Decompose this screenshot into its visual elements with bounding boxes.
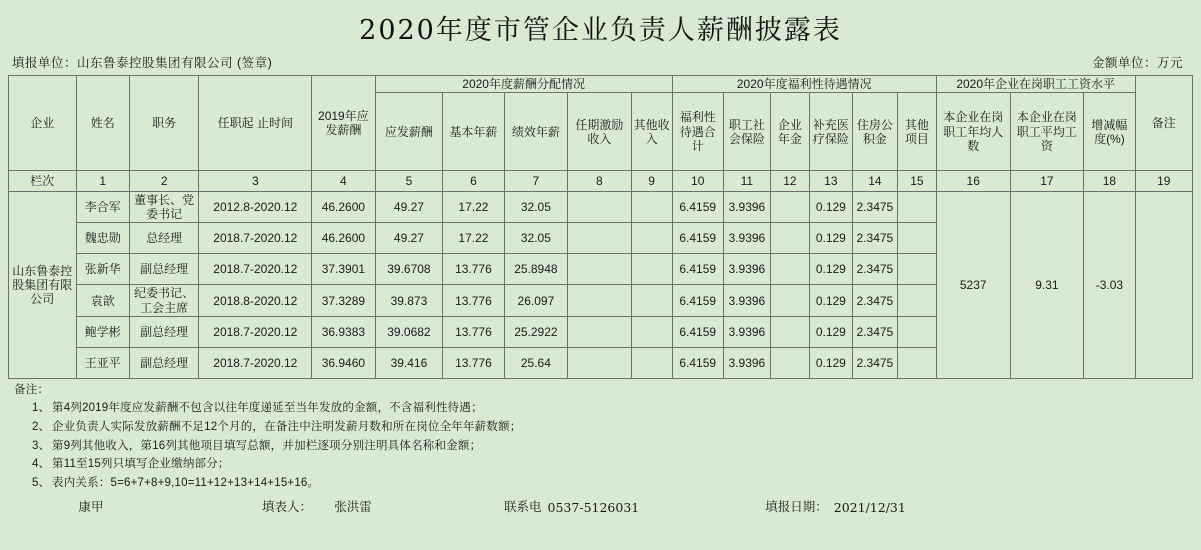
rowno-16: 16: [936, 171, 1010, 192]
cell-name: 魏忠勋: [76, 223, 129, 254]
cell-term-incentive: [568, 254, 631, 285]
cell-perf: 25.64: [504, 347, 567, 378]
note-item: [14, 455, 1193, 474]
cell-other-income: [631, 192, 672, 223]
cell-social-insurance: 3.9396: [723, 254, 770, 285]
cell-housing-fund: 2.3475: [852, 285, 897, 316]
cell-other-item: [897, 347, 936, 378]
cell-period: 2012.8-2020.12: [199, 192, 312, 223]
rowno-6: 6: [443, 171, 504, 192]
cell-other-item: [897, 254, 936, 285]
cell-payable: 49.27: [375, 192, 443, 223]
cell-base: 17.22: [443, 192, 504, 223]
note-text: 企业负责人实际发放薪酬不足12个月的，在备注中注明发薪月数和所在岗位全年年薪数额；: [52, 421, 522, 434]
cell-annuity: [770, 223, 809, 254]
filler-unit-value: 山东鲁泰控股集团有限公司 (签章): [77, 56, 273, 70]
contact-value: 0537-5126031: [547, 499, 640, 515]
note-index: 2、: [32, 421, 50, 434]
group-header-row: [9, 76, 1193, 93]
cell-period: 2018.7-2020.12: [199, 223, 312, 254]
rowno-8: 8: [568, 171, 631, 192]
cell-perf: 25.8948: [504, 254, 567, 285]
cell-pay2019: 36.9460: [312, 347, 375, 378]
note-index: 1、: [32, 402, 50, 415]
cell-other-item: [897, 192, 936, 223]
rowno-18: 18: [1084, 171, 1135, 192]
col-header-social-insurance: 职工社会保险: [723, 93, 770, 171]
cell-welfare-total: 6.4159: [672, 223, 723, 254]
rowno-label: 栏次: [9, 171, 77, 192]
cell-annuity: [770, 285, 809, 316]
page-title: 2020年度市管企业负责人薪酬披露表: [359, 15, 842, 46]
rowno-4: 4: [312, 171, 375, 192]
rowno-14: 14: [852, 171, 897, 192]
salary-disclosure-table: [8, 75, 1193, 379]
cell-perf: 25.2922: [504, 316, 567, 347]
cell-base: 13.776: [443, 254, 504, 285]
amount-unit: [1092, 53, 1189, 71]
cell-perf: 26.097: [504, 285, 567, 316]
col-header-annuity: 企业年金: [770, 93, 809, 171]
cell-period: 2018.7-2020.12: [199, 347, 312, 378]
cell-name: 王亚平: [76, 347, 129, 378]
cell-pay2019: 37.3901: [312, 254, 375, 285]
cell-name: 李合军: [76, 192, 129, 223]
cell-annuity: [770, 316, 809, 347]
cell-post: 纪委书记、工会主席: [129, 285, 199, 316]
cell-remark: [1135, 192, 1192, 379]
note-text: 第11至15列只填写企业缴纳部分；: [52, 458, 230, 471]
col-header-other-income: 其他收入: [631, 93, 672, 171]
cell-other-income: [631, 316, 672, 347]
cell-welfare-total: 6.4159: [672, 192, 723, 223]
cell-welfare-total: 6.4159: [672, 254, 723, 285]
cell-housing-fund: 2.3475: [852, 223, 897, 254]
group-header-welfare: 2020年度福利性待遇情况: [672, 76, 936, 93]
cell-name: 张新华: [76, 254, 129, 285]
col-header-remark: 备注: [1135, 76, 1192, 171]
cell-welfare-total: 6.4159: [672, 347, 723, 378]
cell-post: 副总经理: [129, 316, 199, 347]
col-header-avg-headcount: 本企业在岗职工年均人数: [936, 93, 1010, 171]
cell-pay2019: 37.3289: [312, 285, 375, 316]
rowno-12: 12: [770, 171, 809, 192]
cell-perf: 32.05: [504, 192, 567, 223]
cell-base: 13.776: [443, 316, 504, 347]
cell-post: 总经理: [129, 223, 199, 254]
cell-housing-fund: 2.3475: [852, 254, 897, 285]
rowno-13: 13: [809, 171, 852, 192]
contact-label: 联系电: [504, 499, 542, 514]
rowno-7: 7: [504, 171, 567, 192]
cell-company-name: 山东鲁泰控股集团有限公司: [9, 192, 77, 379]
col-header-medical-supplement: 补充医疗保险: [809, 93, 852, 171]
footer-signature-row: [8, 493, 1193, 515]
filler-unit-label: 填报单位：: [12, 56, 78, 70]
cell-term-incentive: [568, 223, 631, 254]
cell-name: 袁歆: [76, 285, 129, 316]
rowno-9: 9: [631, 171, 672, 192]
filler-value: 张洪雷: [334, 498, 372, 514]
col-header-payable: 应发薪酬: [375, 93, 443, 171]
group-header-worker: 2020年企业在岗职工工资水平: [936, 76, 1135, 93]
cell-housing-fund: 2.3475: [852, 316, 897, 347]
contact-field: [504, 497, 645, 515]
col-header-other-item: 其他项目: [897, 93, 936, 171]
document-meta: [8, 53, 1193, 75]
cell-period: 2018.8-2020.12: [199, 285, 312, 316]
rowno-2: 2: [129, 171, 199, 192]
cell-medical-supplement: 0.129: [809, 254, 852, 285]
col-header-post: 职务: [129, 76, 199, 171]
amount-unit-value: 万元: [1156, 56, 1183, 70]
rowno-11: 11: [723, 171, 770, 192]
col-header-base: 基本年薪: [443, 93, 504, 171]
cell-perf: 32.05: [504, 223, 567, 254]
cell-term-incentive: [568, 316, 631, 347]
cell-other-item: [897, 223, 936, 254]
amount-unit-label: 金额单位：: [1091, 56, 1157, 70]
table-row: [9, 192, 1193, 223]
col-header-welfare-total: 福利性待遇合计: [672, 93, 723, 171]
cell-payable: 39.873: [375, 285, 443, 316]
cell-name: 鲍学彬: [76, 316, 129, 347]
cell-social-insurance: 3.9396: [723, 285, 770, 316]
cell-medical-supplement: 0.129: [809, 223, 852, 254]
rowno-15: 15: [897, 171, 936, 192]
col-header-company: 企业: [9, 76, 77, 171]
cell-pay2019: 46.2600: [312, 223, 375, 254]
notes-label: 备注：: [14, 383, 50, 396]
cell-medical-supplement: 0.129: [809, 347, 852, 378]
rowno-17: 17: [1010, 171, 1084, 192]
cell-payable: 39.0682: [375, 316, 443, 347]
cell-term-incentive: [568, 192, 631, 223]
col-header-term-incentive: 任期激励收入: [568, 93, 631, 171]
cell-medical-supplement: 0.129: [809, 316, 852, 347]
cell-social-insurance: 3.9396: [723, 316, 770, 347]
cell-avg-wage: 9.31: [1010, 192, 1084, 379]
cell-pay2019: 46.2600: [312, 192, 375, 223]
cell-change-rate: -3.03: [1084, 192, 1135, 379]
cell-payable: 39.6708: [375, 254, 443, 285]
note-index: 3、: [32, 439, 50, 452]
rowno-10: 10: [672, 171, 723, 192]
note-text: 第9列其他收入，第16列其他项目填写总额，并加栏逐项分别注明具体名称和金额；: [52, 439, 482, 452]
col-header-change-rate: 增减幅度(%): [1084, 93, 1135, 171]
cell-other-income: [631, 254, 672, 285]
cell-housing-fund: 2.3475: [852, 347, 897, 378]
cell-other-item: [897, 285, 936, 316]
rowno-19: 19: [1135, 171, 1192, 192]
rowno-3: 3: [199, 171, 312, 192]
cell-term-incentive: [568, 285, 631, 316]
group-header-salary: 2020年度薪酬分配情况: [375, 76, 672, 93]
note-item: [14, 399, 1193, 418]
report-date-label: 填报日期：: [765, 499, 828, 514]
cell-social-insurance: 3.9396: [723, 223, 770, 254]
note-item: [14, 474, 1193, 493]
note-index: 5、: [32, 476, 50, 489]
report-date-field: [765, 497, 912, 515]
col-header-period: 任职起 止时间: [199, 76, 312, 171]
cell-other-item: [897, 316, 936, 347]
cell-annuity: [770, 347, 809, 378]
notes-label-row: [14, 381, 1193, 400]
cell-payable: 39.416: [375, 347, 443, 378]
cell-payable: 49.27: [375, 223, 443, 254]
cell-base: 17.22: [443, 223, 504, 254]
row-number-row: [9, 171, 1193, 192]
col-header-name: 姓名: [76, 76, 129, 171]
col-header-avg-wage: 本企业在岗职工平均工资: [1010, 93, 1084, 171]
cell-housing-fund: 2.3475: [852, 192, 897, 223]
rowno-5: 5: [375, 171, 443, 192]
cell-annuity: [770, 192, 809, 223]
cell-other-income: [631, 347, 672, 378]
cell-base: 13.776: [443, 285, 504, 316]
cell-social-insurance: 3.9396: [723, 192, 770, 223]
cell-period: 2018.7-2020.12: [199, 316, 312, 347]
cell-period: 2018.7-2020.12: [199, 254, 312, 285]
cell-welfare-total: 6.4159: [672, 316, 723, 347]
cell-post: 副总经理: [129, 347, 199, 378]
cell-other-income: [631, 223, 672, 254]
cell-post: 副总经理: [129, 254, 199, 285]
rowno-1: 1: [76, 171, 129, 192]
cell-other-income: [631, 285, 672, 316]
cell-base: 13.776: [443, 347, 504, 378]
cell-annuity: [770, 254, 809, 285]
note-text: 第4列2019年度应发薪酬不包含以往年度递延至当年发放的金额，不含福利性待遇；: [52, 402, 483, 415]
approver-value: 康甲: [78, 498, 104, 514]
col-header-perf: 绩效年薪: [504, 93, 567, 171]
notes-block: [8, 381, 1193, 493]
filler-label: 填表人：: [262, 499, 313, 514]
report-date-value: 2021/12/31: [833, 499, 906, 515]
cell-social-insurance: 3.9396: [723, 347, 770, 378]
approver-field: [50, 497, 132, 515]
note-item: [14, 437, 1193, 456]
col-header-housing-fund: 住房公积金: [852, 93, 897, 171]
note-text: 表内关系：5=6+7+8+9,10=11+12+13+14+15+16。: [52, 476, 320, 489]
filler-unit: [12, 53, 272, 71]
col-header-pay2019: 2019年应发薪酬: [312, 76, 375, 171]
note-item: [14, 418, 1193, 437]
cell-pay2019: 36.9383: [312, 316, 375, 347]
note-index: 4、: [32, 458, 50, 471]
cell-post: 董事长、党委书记: [129, 192, 199, 223]
cell-medical-supplement: 0.129: [809, 285, 852, 316]
cell-medical-supplement: 0.129: [809, 192, 852, 223]
cell-avg-headcount: 5237: [936, 192, 1010, 379]
cell-welfare-total: 6.4159: [672, 285, 723, 316]
cell-term-incentive: [568, 347, 631, 378]
filler-field: [262, 497, 394, 515]
